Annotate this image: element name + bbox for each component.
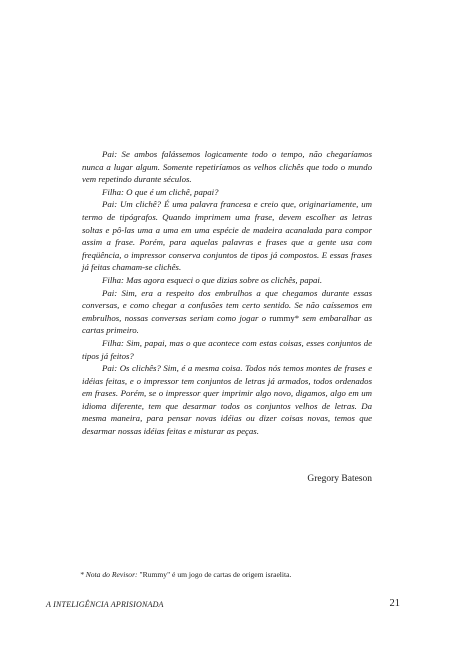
paragraph: Filha: Sim, papai, mas o que acontece com estas coisas, esses conjuntos de tipos já feitos? [82,337,372,361]
author-signature: Gregory Bateson [307,474,372,484]
paragraph: Filha: Mas agora esqueci o que dizias sobre os clichês, papai. [102,274,323,285]
rummy-word: rummy* [269,312,300,323]
dialogue-text [82,148,372,438]
footnote [80,570,291,579]
paragraph: Filha: O que é um clichê, papai? [102,186,219,197]
running-title: A INTELIGÊNCIA APRISIONADA [46,600,164,609]
footnote-text: "Rummy" é um jogo de cartas de origem israelita. [137,570,292,579]
page-number: 21 [389,598,400,609]
paragraph-part: sem embaralhar as cartas primeiro. [82,312,373,336]
paragraph-part: Pai: Sim, era a respeito dos embrulhos a que chegamos durante essas conversas, e como chegar a confusões tem certo sentido. Se não caíssemos em embrulhos, nossas conversas seriam como jogar o [82,287,372,323]
paragraph: Pai: Um clichê? É uma palavra francesa e creio que, originariamente, um termo de tipógrafos. Quando imprimem uma frase, devem escolher as letras soltas e pô-las uma a uma em uma espécie de madeira acanalada para compor assim a frase. Porém, para aquelas palavras e frases que a gente usa com freqüência, o impressor conserva conjuntos de tipos já compostos. E essas frases já feitas chamam-se clichês. [82,199,372,273]
paragraph-rummy [82,287,372,337]
paragraph: Pai: Se ambos falássemos logicamente todo o tempo, não chegaríamos nunca a lugar algum. Somente repetiríamos os velhos clichês que todo o mundo vem repetindo durante séculos. [82,149,372,185]
footnote-label: * Nota do Revisor: [80,570,138,579]
paragraph: Pai: Os clichês? Sim, é a mesma coisa. Todos nós temos montes de frases e idéias feitas, e o impressor tem conjuntos de letras já armados, todos ordenados em frases. Porém, se o impressor quer imprimir algo novo, digamos, algo em um idioma diferente, tem que desarmar todos os conjuntos velhos de letras. Da mesma maneira, para pensar novas idéias ou dizer coisas novas, temos que desarmar nossas idéias feitas e misturar as peças. [82,363,372,437]
page-footer [46,598,400,612]
